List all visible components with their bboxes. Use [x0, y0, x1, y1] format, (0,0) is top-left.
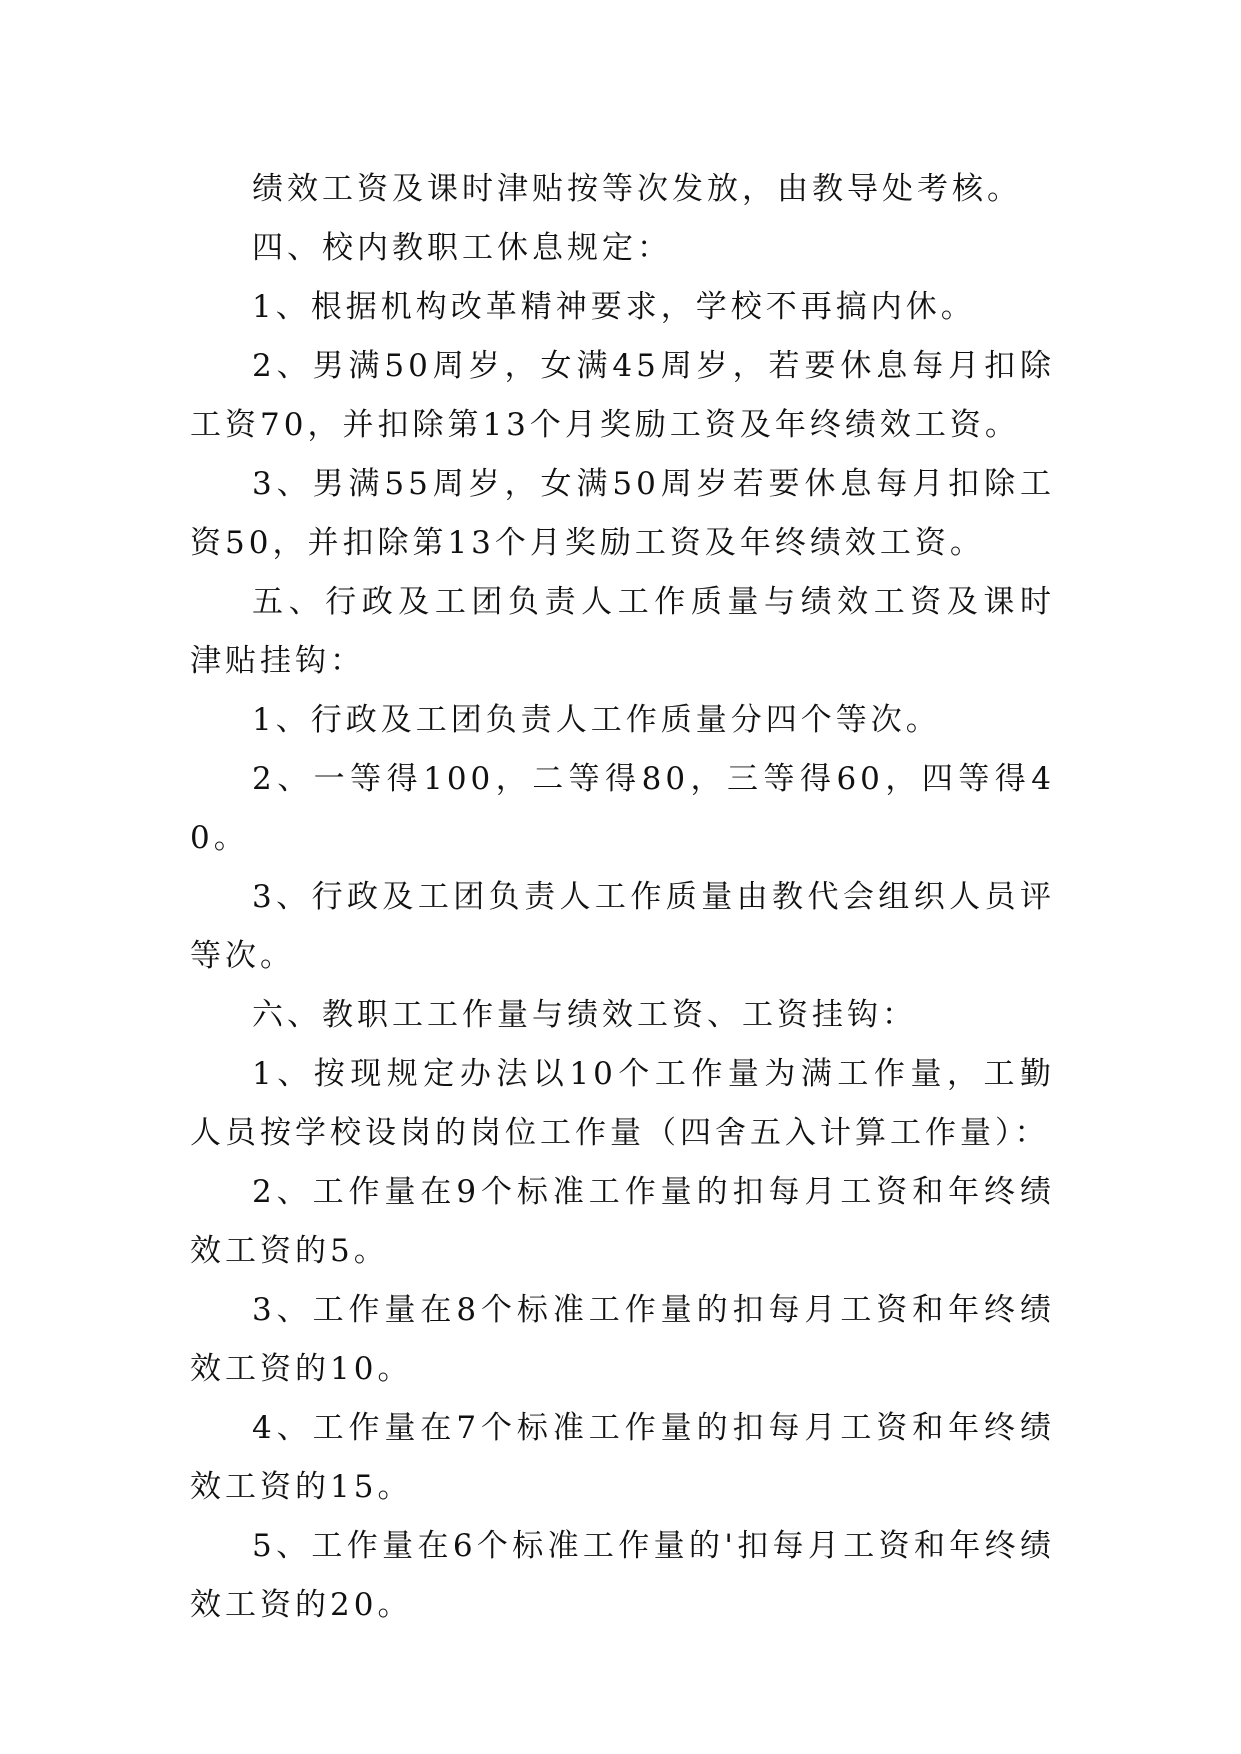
document-body [190, 160, 1055, 1635]
paragraph: 1、行政及工团负责人工作质量分四个等次。 [252, 702, 941, 738]
paragraph: 1、按现规定办法以10个工作量为满工作量，工勤人员按学校设岗的岗位工作量（四舍五入计算工作量）： [190, 1056, 1055, 1151]
paragraph: 1、根据机构改革精神要求，学校不再搞内休。 [252, 289, 976, 325]
section-heading-6: 六、教职工工作量与绩效工资、工资挂钩： [252, 997, 917, 1033]
paragraph-continuation: 绩效工资及课时津贴按等次发放，由教导处考核。 [252, 171, 1022, 207]
paragraph: 3、行政及工团负责人工作质量由教代会组织人员评等次。 [190, 879, 1055, 974]
section-heading-4: 四、校内教职工休息规定： [252, 230, 672, 266]
paragraph: 4、工作量在7个标准工作量的扣每月工资和年终绩效工资的15。 [190, 1410, 1055, 1505]
paragraph: 3、男满55周岁，女满50周岁若要休息每月扣除工资50，并扣除第13个月奖励工资及年终绩效工资。 [190, 466, 1055, 561]
section-heading-5: 五、行政及工团负责人工作质量与绩效工资及课时津贴挂钩： [190, 584, 1055, 679]
paragraph: 2、工作量在9个标准工作量的扣每月工资和年终绩效工资的5。 [190, 1174, 1055, 1269]
paragraph: 2、一等得100，二等得80，三等得60，四等得40。 [190, 761, 1055, 856]
paragraph: 3、工作量在8个标准工作量的扣每月工资和年终绩效工资的10。 [190, 1292, 1055, 1387]
paragraph: 2、男满50周岁，女满45周岁，若要休息每月扣除工资70，并扣除第13个月奖励工资及年终绩效工资。 [190, 348, 1055, 443]
paragraph: 5、工作量在6个标准工作量的'扣每月工资和年终绩效工资的20。 [190, 1528, 1055, 1623]
